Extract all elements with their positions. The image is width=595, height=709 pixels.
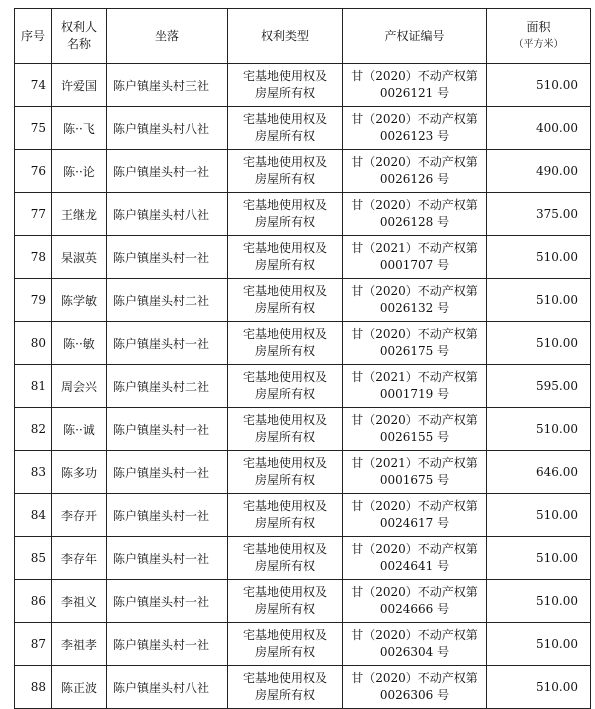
- cell-right-type: [228, 193, 343, 236]
- table-row: [15, 580, 591, 623]
- cell-right-type: [228, 279, 343, 322]
- cell-area: 510.00: [487, 408, 591, 451]
- right-type-line2: 房屋所有权: [254, 688, 315, 702]
- header-location: 坐落: [107, 9, 228, 64]
- cert-line1: 甘（2020）不动产权第: [351, 155, 478, 169]
- cert-line1: 甘（2020）不动产权第: [351, 628, 478, 642]
- cell-area: 510.00: [487, 537, 591, 580]
- cell-cert-no: [343, 623, 487, 666]
- cell-cert-no: [343, 365, 487, 408]
- cell-cert-no: [343, 150, 487, 193]
- cell-location: 陈户镇崖头村一社: [107, 322, 228, 365]
- header-area-line1: 面积: [526, 20, 551, 34]
- table-row: [15, 236, 591, 279]
- cert-line1: 甘（2020）不动产权第: [351, 413, 478, 427]
- cell-location: 陈户镇崖头村一社: [107, 580, 228, 623]
- cell-area: 400.00: [487, 107, 591, 150]
- cell-right-type: [228, 107, 343, 150]
- cell-right-type: [228, 150, 343, 193]
- cell-holder: 陈··诚: [52, 408, 107, 451]
- cell-cert-no: [343, 451, 487, 494]
- cell-location: 陈户镇崖头村八社: [107, 107, 228, 150]
- cell-no: 84: [15, 494, 52, 537]
- cell-cert-no: [343, 64, 487, 107]
- cell-holder: 陈··论: [52, 150, 107, 193]
- cell-location: 陈户镇崖头村一社: [107, 236, 228, 279]
- cert-line2: 0026121 号: [379, 86, 450, 100]
- cert-line1: 甘（2020）不动产权第: [351, 69, 478, 83]
- cell-no: 77: [15, 193, 52, 236]
- cert-line2: 0026304 号: [379, 645, 450, 659]
- right-type-line2: 房屋所有权: [254, 215, 315, 229]
- cell-location: 陈户镇崖头村二社: [107, 365, 228, 408]
- cert-line1: 甘（2020）不动产权第: [351, 112, 478, 126]
- cell-area: 510.00: [487, 64, 591, 107]
- right-type-line2: 房屋所有权: [254, 86, 315, 100]
- header-area: [487, 9, 591, 64]
- cell-area: 510.00: [487, 666, 591, 709]
- right-type-line1: 宅基地使用权及: [242, 370, 327, 384]
- right-type-line2: 房屋所有权: [254, 516, 315, 530]
- cell-area: 510.00: [487, 279, 591, 322]
- right-type-line2: 房屋所有权: [254, 559, 315, 573]
- cert-line1: 甘（2021）不动产权第: [351, 456, 478, 470]
- cell-cert-no: [343, 580, 487, 623]
- right-type-line1: 宅基地使用权及: [242, 499, 327, 513]
- cell-cert-no: [343, 236, 487, 279]
- right-type-line1: 宅基地使用权及: [242, 671, 327, 685]
- cell-location: 陈户镇崖头村三社: [107, 64, 228, 107]
- cert-line2: 0024666 号: [379, 602, 450, 616]
- right-type-line2: 房屋所有权: [254, 301, 315, 315]
- cert-line1: 甘（2020）不动产权第: [351, 284, 478, 298]
- cell-location: 陈户镇崖头村一社: [107, 494, 228, 537]
- cert-line2: 0001675 号: [379, 473, 450, 487]
- table-row: [15, 150, 591, 193]
- cell-holder: 李存年: [52, 537, 107, 580]
- cell-no: 85: [15, 537, 52, 580]
- cell-right-type: [228, 666, 343, 709]
- cell-no: 83: [15, 451, 52, 494]
- cell-cert-no: [343, 107, 487, 150]
- right-type-line1: 宅基地使用权及: [242, 198, 327, 212]
- table-row: [15, 193, 591, 236]
- cert-line2: 0026128 号: [379, 215, 450, 229]
- cell-right-type: [228, 236, 343, 279]
- right-type-line2: 房屋所有权: [254, 645, 315, 659]
- cell-cert-no: [343, 666, 487, 709]
- header-no: 序号: [15, 9, 52, 64]
- cell-right-type: [228, 408, 343, 451]
- cell-holder: 李祖孝: [52, 623, 107, 666]
- right-type-line1: 宅基地使用权及: [242, 327, 327, 341]
- cell-area: 646.00: [487, 451, 591, 494]
- cell-no: 81: [15, 365, 52, 408]
- cell-no: 78: [15, 236, 52, 279]
- cell-right-type: [228, 623, 343, 666]
- cell-no: 79: [15, 279, 52, 322]
- table-row: [15, 64, 591, 107]
- cell-location: 陈户镇崖头村一社: [107, 537, 228, 580]
- cell-cert-no: [343, 279, 487, 322]
- property-rights-table: [14, 8, 591, 709]
- cell-cert-no: [343, 494, 487, 537]
- table-row: [15, 494, 591, 537]
- cell-no: 76: [15, 150, 52, 193]
- cell-location: 陈户镇崖头村一社: [107, 408, 228, 451]
- cert-line2: 0026132 号: [379, 301, 450, 315]
- cert-line1: 甘（2020）不动产权第: [351, 671, 478, 685]
- right-type-line2: 房屋所有权: [254, 602, 315, 616]
- table-row: [15, 365, 591, 408]
- cell-area: 510.00: [487, 623, 591, 666]
- cell-area: 595.00: [487, 365, 591, 408]
- cell-right-type: [228, 365, 343, 408]
- cert-line2: 0026155 号: [379, 430, 450, 444]
- table-row: [15, 451, 591, 494]
- right-type-line2: 房屋所有权: [254, 258, 315, 272]
- cell-holder: 陈··飞: [52, 107, 107, 150]
- header-cert-no: 产权证编号: [343, 9, 487, 64]
- cell-area: 510.00: [487, 494, 591, 537]
- right-type-line2: 房屋所有权: [254, 473, 315, 487]
- right-type-line1: 宅基地使用权及: [242, 69, 327, 83]
- cell-no: 87: [15, 623, 52, 666]
- cell-location: 陈户镇崖头村一社: [107, 623, 228, 666]
- right-type-line2: 房屋所有权: [254, 172, 315, 186]
- cell-holder: 王继龙: [52, 193, 107, 236]
- right-type-line1: 宅基地使用权及: [242, 413, 327, 427]
- right-type-line1: 宅基地使用权及: [242, 155, 327, 169]
- cell-location: 陈户镇崖头村二社: [107, 279, 228, 322]
- header-holder-line1: 权利人: [60, 20, 97, 34]
- cell-area: 510.00: [487, 322, 591, 365]
- right-type-line2: 房屋所有权: [254, 430, 315, 444]
- cell-no: 86: [15, 580, 52, 623]
- cell-location: 陈户镇崖头村一社: [107, 451, 228, 494]
- cert-line1: 甘（2020）不动产权第: [351, 585, 478, 599]
- table-row: [15, 279, 591, 322]
- cell-holder: 李存开: [52, 494, 107, 537]
- right-type-line2: 房屋所有权: [254, 344, 315, 358]
- cell-cert-no: [343, 322, 487, 365]
- cert-line1: 甘（2021）不动产权第: [351, 241, 478, 255]
- cert-line2: 0026306 号: [379, 688, 450, 702]
- cert-line2: 0026126 号: [379, 172, 450, 186]
- right-type-line1: 宅基地使用权及: [242, 628, 327, 642]
- cert-line2: 0001707 号: [379, 258, 450, 272]
- right-type-line2: 房屋所有权: [254, 387, 315, 401]
- cell-holder: 许爱国: [52, 64, 107, 107]
- cert-line1: 甘（2020）不动产权第: [351, 542, 478, 556]
- cell-holder: 陈多功: [52, 451, 107, 494]
- cell-right-type: [228, 494, 343, 537]
- cell-no: 80: [15, 322, 52, 365]
- cert-line1: 甘（2021）不动产权第: [351, 370, 478, 384]
- cell-right-type: [228, 322, 343, 365]
- cell-right-type: [228, 537, 343, 580]
- cell-holder: 陈正波: [52, 666, 107, 709]
- cell-area: 510.00: [487, 236, 591, 279]
- cell-holder: 李祖义: [52, 580, 107, 623]
- header-area-unit: （平方米）: [513, 39, 564, 50]
- header-holder: [52, 9, 107, 64]
- cell-location: 陈户镇崖头村八社: [107, 193, 228, 236]
- cert-line2: 0026175 号: [379, 344, 450, 358]
- table-row: [15, 408, 591, 451]
- right-type-line2: 房屋所有权: [254, 129, 315, 143]
- cell-cert-no: [343, 537, 487, 580]
- cert-line2: 0026123 号: [379, 129, 450, 143]
- cert-line2: 0024641 号: [379, 559, 450, 573]
- right-type-line1: 宅基地使用权及: [242, 585, 327, 599]
- cert-line1: 甘（2020）不动产权第: [351, 198, 478, 212]
- cell-no: 75: [15, 107, 52, 150]
- cert-line1: 甘（2020）不动产权第: [351, 499, 478, 513]
- cell-area: 375.00: [487, 193, 591, 236]
- cell-holder: 陈学敏: [52, 279, 107, 322]
- right-type-line1: 宅基地使用权及: [242, 112, 327, 126]
- table-row: [15, 107, 591, 150]
- right-type-line1: 宅基地使用权及: [242, 542, 327, 556]
- cell-holder: 陈··敏: [52, 322, 107, 365]
- right-type-line1: 宅基地使用权及: [242, 456, 327, 470]
- right-type-line1: 宅基地使用权及: [242, 241, 327, 255]
- cell-holder: 杲淑英: [52, 236, 107, 279]
- table-header-row: [15, 9, 591, 64]
- cell-area: 490.00: [487, 150, 591, 193]
- table-row: [15, 322, 591, 365]
- cell-cert-no: [343, 408, 487, 451]
- cell-holder: 周会兴: [52, 365, 107, 408]
- right-type-line1: 宅基地使用权及: [242, 284, 327, 298]
- cell-right-type: [228, 64, 343, 107]
- cell-location: 陈户镇崖头村八社: [107, 666, 228, 709]
- cert-line1: 甘（2020）不动产权第: [351, 327, 478, 341]
- header-holder-line2: 名称: [66, 37, 91, 51]
- cell-right-type: [228, 451, 343, 494]
- header-right-type: 权利类型: [228, 9, 343, 64]
- cell-location: 陈户镇崖头村一社: [107, 150, 228, 193]
- cert-line2: 0024617 号: [379, 516, 450, 530]
- cell-no: 88: [15, 666, 52, 709]
- cert-line2: 0001719 号: [379, 387, 450, 401]
- table-row: [15, 537, 591, 580]
- cell-right-type: [228, 580, 343, 623]
- table-row: [15, 666, 591, 709]
- cell-cert-no: [343, 193, 487, 236]
- cell-no: 82: [15, 408, 52, 451]
- table-row: [15, 623, 591, 666]
- cell-area: 510.00: [487, 580, 591, 623]
- cell-no: 74: [15, 64, 52, 107]
